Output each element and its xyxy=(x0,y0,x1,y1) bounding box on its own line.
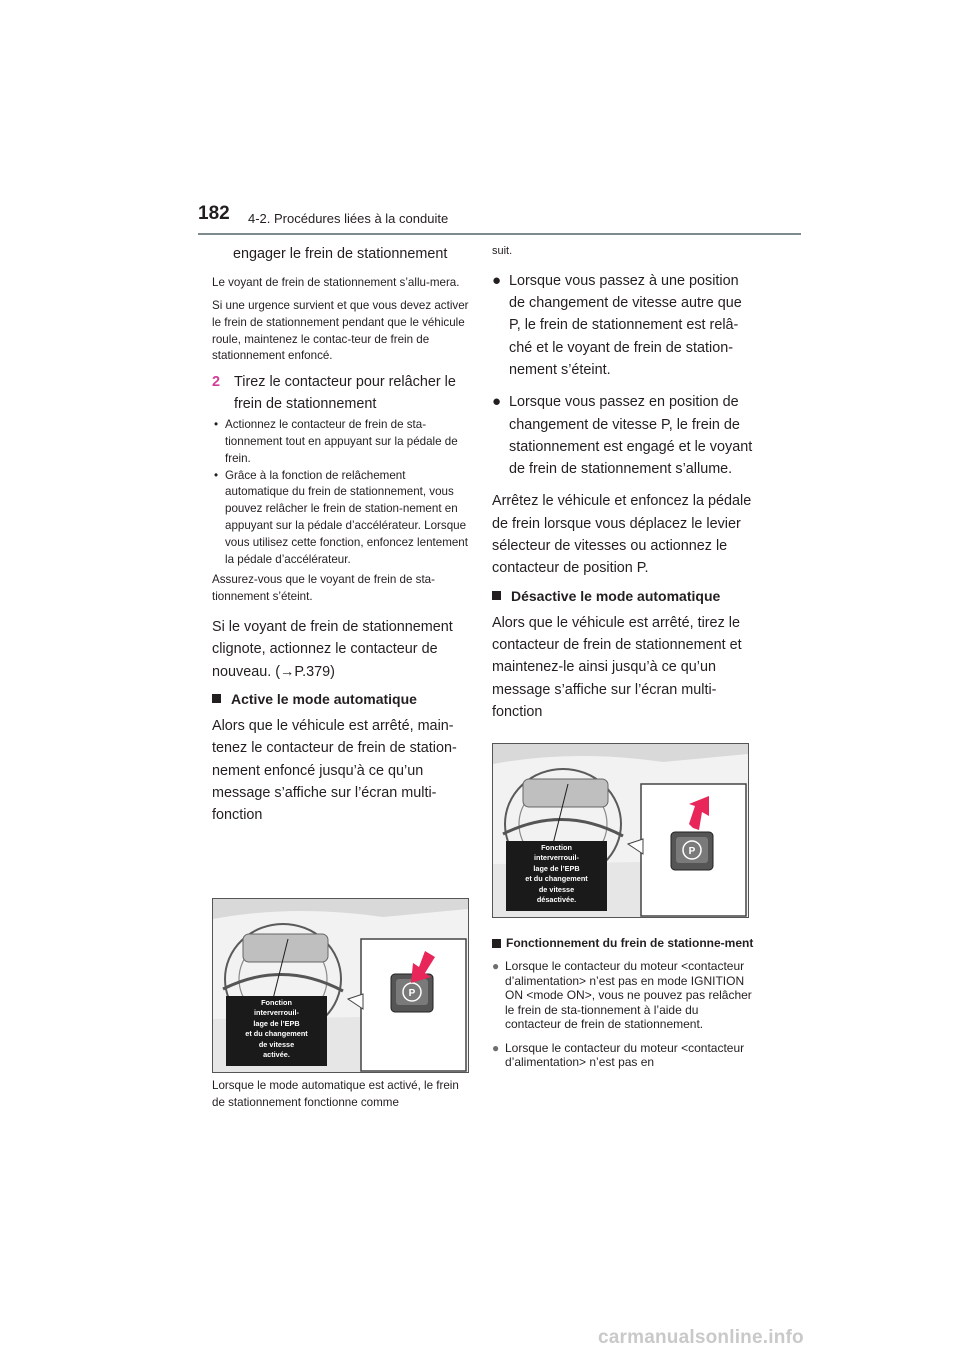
check-indicator-note: Assurez-vous que le voyant de frein de sta-tionnement s’éteint. xyxy=(212,573,435,604)
release-bullets xyxy=(212,417,472,568)
page-number: 182 xyxy=(198,203,230,224)
list-item: ● Lorsque le contacteur du moteur <contacteur d’alimentation> n’est pas en mode IGNITION ON <mode ON>, vous ne pouvez pas relâcher le frein de sta-tionnement à l’aide du contacteur de frein de stationnement. xyxy=(492,959,752,1031)
auto-mode-activated-illustration xyxy=(212,898,469,1073)
square-bullet-icon xyxy=(492,939,501,948)
blinking-note: Si le voyant de frein de stationnement clignote, actionnez le contacteur de nouveau. (→P.379) xyxy=(212,619,453,680)
continued-step-text: engager le frein de stationnement xyxy=(233,246,448,262)
operation-notes xyxy=(492,936,754,1079)
header-rule xyxy=(198,233,801,235)
heading-activate-auto-mode: Active le mode automatique xyxy=(212,691,472,707)
deactivate-instructions: Alors que le véhicule est arrêté, tirez le contacteur de frein de stationnement et maintenez-le ainsi jusqu’à ce qu’un message s’affiche sur l’écran multi-fonction xyxy=(492,614,742,720)
circle-bullet-icon: ● xyxy=(492,271,502,289)
figure-caption: Lorsque le mode automatique est activé, le frein de stationnement fonctionne comme xyxy=(212,1079,459,1109)
svg-text:P: P xyxy=(408,988,416,999)
display-message: Fonction interverrouil- lage de l’EPB et du changement de vitesse désactivée. xyxy=(525,843,588,905)
circle-bullet-icon: ● xyxy=(492,393,502,411)
list-item: ● Lorsque le contacteur du moteur <contacteur d’alimentation> n’est pas en xyxy=(492,1040,745,1069)
watermark: carmanualsonline.info xyxy=(598,1327,804,1348)
heading-deactivate-auto-mode: Désactive le mode automatique xyxy=(492,588,757,604)
circle-bullet-icon: ● xyxy=(492,959,500,973)
display-message: Fonction interverrouil- lage de l’EPB et du changement de vitesse activée. xyxy=(245,998,308,1060)
square-bullet-icon xyxy=(492,591,501,600)
step-text: Tirez le contacteur pour relâcher le frein de stationnement xyxy=(234,374,456,413)
svg-text:P: P xyxy=(688,846,696,857)
square-bullet-icon xyxy=(212,694,221,703)
emergency-note: Si une urgence survient et que vous devez activer le frein de stationnement pendant que le véhicule roule, maintenez le contac-teur de frein de stationnement enfoncé. xyxy=(212,299,469,363)
list-item: ● Lorsque vous passez à une position de changement de vitesse autre que P, le frein de stationnement est relâ-ché et le voyant de frein de station-nement s’éteint. xyxy=(492,270,757,381)
list-item: • Actionnez le contacteur de frein de sta-tionnement tout en appuyant sur la pédale de frein. xyxy=(214,418,458,465)
list-item: ● Lorsque vous passez en position de changement de vitesse P, le frein de stationnement est engagé et le voyant de frein de stationnement s’allume. xyxy=(492,391,757,480)
auto-mode-deactivated-illustration xyxy=(492,743,749,918)
circle-bullet-icon: ● xyxy=(492,1040,500,1055)
right-column xyxy=(492,243,757,723)
step-number: 2 xyxy=(212,374,221,391)
section-title: 4-2. Procédures liées à la conduite xyxy=(248,211,449,226)
activate-instructions: Alors que le véhicule est arrêté, main-tenez le contacteur de frein de station-nement enfoncé jusqu’à ce qu’un message s’affiche sur l’écran multi-fonction xyxy=(212,717,457,824)
heading-parking-brake-operation: Fonctionnement du frein de stationne-ment xyxy=(492,936,754,951)
left-column xyxy=(212,243,472,826)
continued-caption: suit. xyxy=(492,245,513,257)
step-2 xyxy=(212,371,472,415)
stop-vehicle-note: Arrêtez le véhicule et enfoncez la pédale de frein lorsque vous déplacez le levier sélecteur de vitesses ou actionnez le contacteur de position P. xyxy=(492,493,752,577)
indicator-note: Le voyant de frein de stationnement s’allu-mera. xyxy=(212,276,460,290)
list-item: • Grâce à la fonction de relâchement automatique du frein de stationnement, vous pouvez relâcher le frein de station-nement en appuyant sur la pédale d’accélérateur. Lorsque vous utilisez cette fonction, enfoncez lentement la pédale d’accélérateur. xyxy=(214,468,468,566)
